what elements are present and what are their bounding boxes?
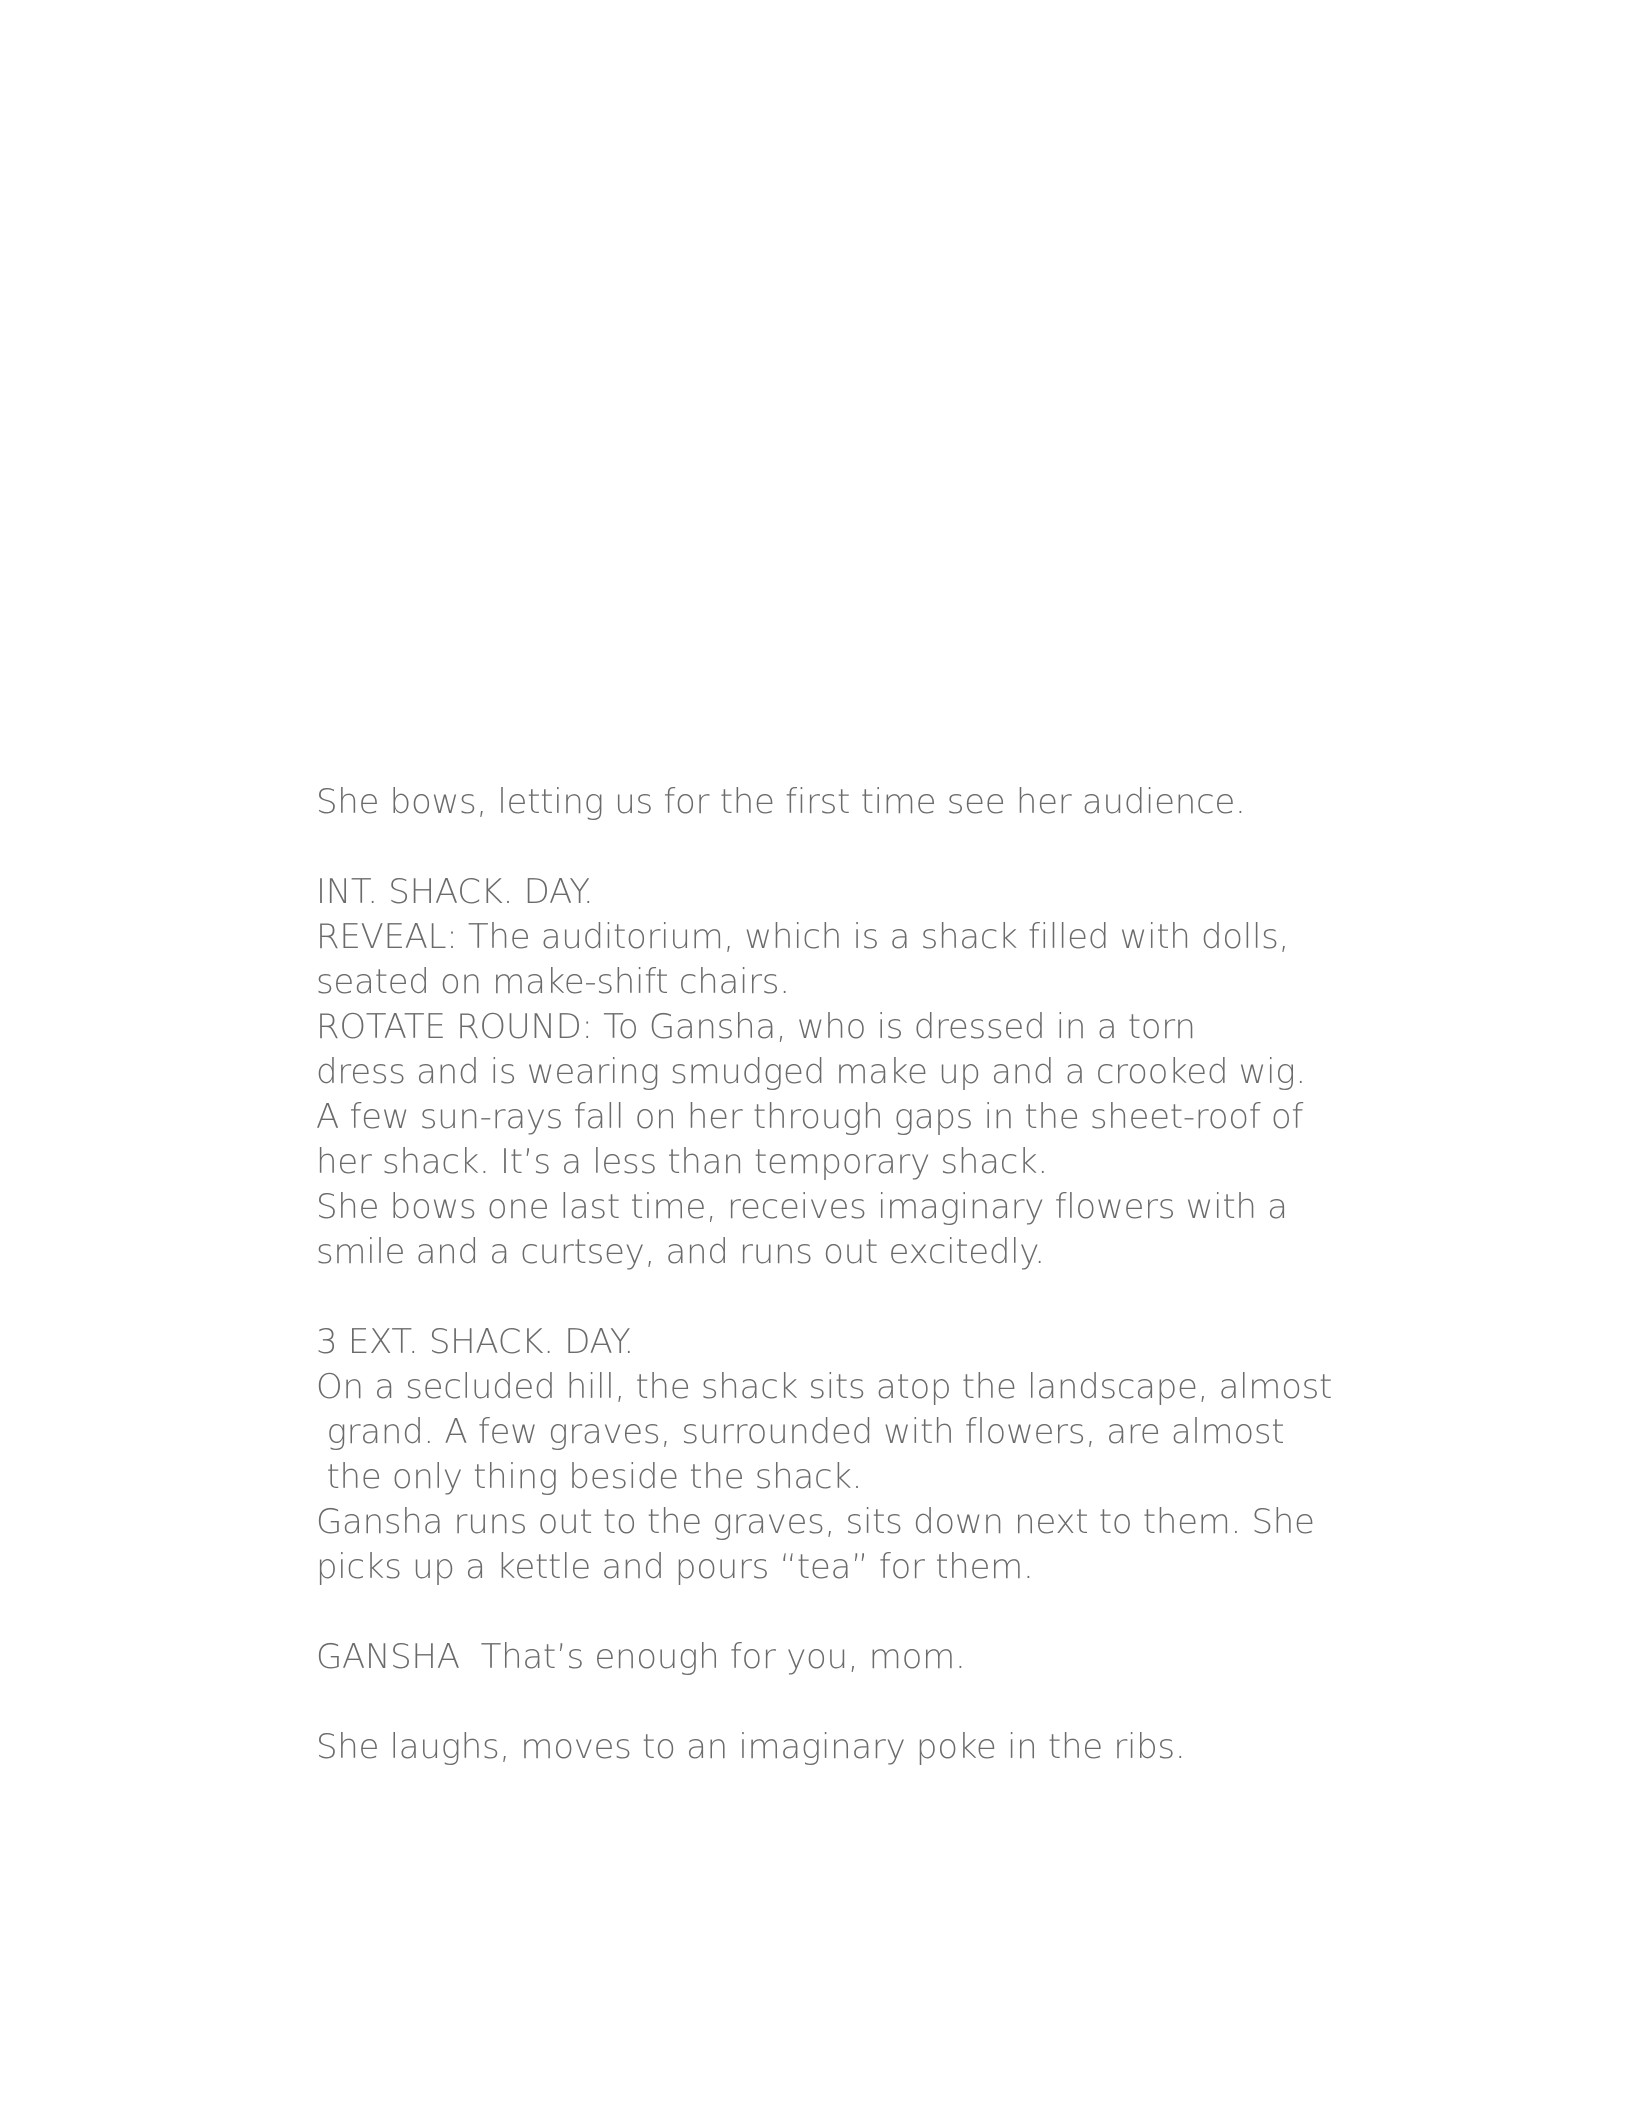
- action-line: the only thing beside the shack.: [316, 1457, 863, 1497]
- scene-heading: 3 EXT. SHACK. DAY.: [316, 1322, 634, 1362]
- action-line: Gansha runs out to the graves, sits down next to them. She: [316, 1502, 1315, 1542]
- script-body: [316, 780, 1356, 1770]
- blank-line: [316, 1680, 1356, 1725]
- action-line: dress and is wearing smudged make up and a crooked wig.: [316, 1052, 1306, 1092]
- action-line: smile and a curtsey, and runs out excitedly.: [316, 1232, 1045, 1272]
- scene-heading: INT. SHACK. DAY.: [316, 872, 594, 912]
- action-line: A few sun-rays fall on her through gaps in the sheet-roof of: [316, 1097, 1304, 1137]
- blank-line: [316, 1275, 1356, 1320]
- action-line: ROTATE ROUND: To Gansha, who is dressed in a torn: [316, 1007, 1196, 1047]
- character-name: GANSHA: [316, 1637, 460, 1677]
- action-line: picks up a kettle and pours “tea” for them.: [316, 1547, 1034, 1587]
- action-line: On a secluded hill, the shack sits atop the landscape, almost: [316, 1367, 1333, 1407]
- action-line: seated on make-shift chairs.: [316, 962, 790, 1002]
- blank-line: [316, 825, 1356, 870]
- blank-line: [316, 1590, 1356, 1635]
- dialogue-text: That’s enough for you, mom.: [480, 1637, 966, 1677]
- action-line: REVEAL: The auditorium, which is a shack filled with dolls,: [316, 917, 1290, 957]
- dialogue-line: [316, 1635, 1356, 1680]
- action-line: grand. A few graves, surrounded with flowers, are almost: [316, 1412, 1285, 1452]
- action-line: She bows one last time, receives imaginary flowers with a: [316, 1187, 1288, 1227]
- action-line: She laughs, moves to an imaginary poke in the ribs.: [316, 1727, 1186, 1767]
- action-line: her shack. It’s a less than temporary shack.: [316, 1142, 1048, 1182]
- action-line: She bows, letting us for the first time see her audience.: [316, 782, 1246, 822]
